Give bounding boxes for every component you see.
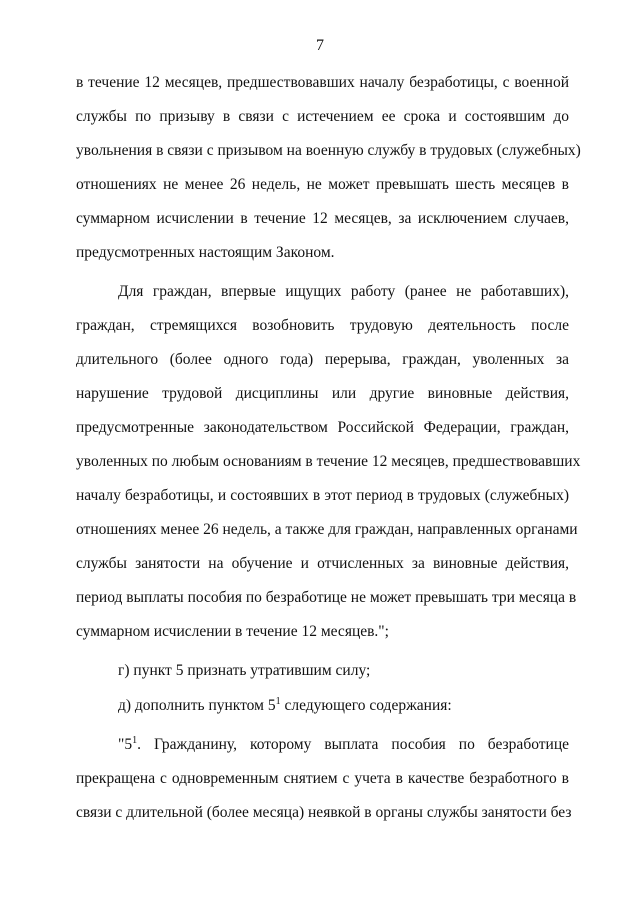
text-line: в течение 12 месяцев, предшествовавших началу безработицы, с военной [76,74,569,91]
text-line: граждан, стремящихся возобновить трудовую деятельность после [76,317,569,334]
page-number: 7 [316,37,324,54]
text-line: прекращена с одновременным снятием с учета в качестве безработного в [76,770,569,787]
text-line: Для граждан, впервые ищущих работу (ранее не работавших), [118,283,569,300]
text-line: суммарном исчислении в течение 12 месяцев."; [76,623,389,640]
text-line: предусмотренные законодательством Российской Федерации, граждан, [76,419,569,436]
text-fragment: . Гражданину, которому выплата пособия по безработице [137,736,569,753]
text-line: период выплаты пособия по безработице не может превышать три месяца в [76,589,577,606]
text-line: отношениях не менее 26 недель, не может превышать шесть месяцев в [76,176,569,193]
text-line: службы по призыву в связи с истечением ее срока и состоявшим до [76,108,569,125]
text-line: уволенных по любым основаниям в течение 12 месяцев, предшествовавших [76,453,581,470]
text-line: суммарном исчислении в течение 12 месяцев, за исключением случаев, [76,210,569,227]
text-line [118,735,569,755]
text-fragment: "5 [118,736,133,753]
superscript: 1 [275,696,281,707]
text-line: длительного (более одного года) перерыва, граждан, уволенных за [76,351,569,368]
text-fragment: следующего содержания: [280,697,452,714]
text-line: связи с длительной (более месяца) неявкой в органы службы занятости без [76,804,572,821]
text-line: началу безработицы, и состоявших в этот период в трудовых (служебных) [76,487,569,504]
text-line: нарушение трудовой дисциплины или другие виновные действия, [76,385,569,402]
text-line: предусмотренных настоящим Законом. [76,244,335,261]
text-line: увольнения в связи с призывом на военную службу в трудовых (служебных) [76,142,581,159]
text-fragment: д) дополнить пунктом 5 [118,697,276,714]
text-line [118,696,569,716]
text-line: отношениях менее 26 недель, а также для граждан, направленных органами [76,521,578,538]
text-line: г) пункт 5 признать утратившим силу; [118,662,371,679]
superscript: 1 [132,735,138,746]
text-line: службы занятости на обучение и отчисленных за виновные действия, [76,555,569,572]
